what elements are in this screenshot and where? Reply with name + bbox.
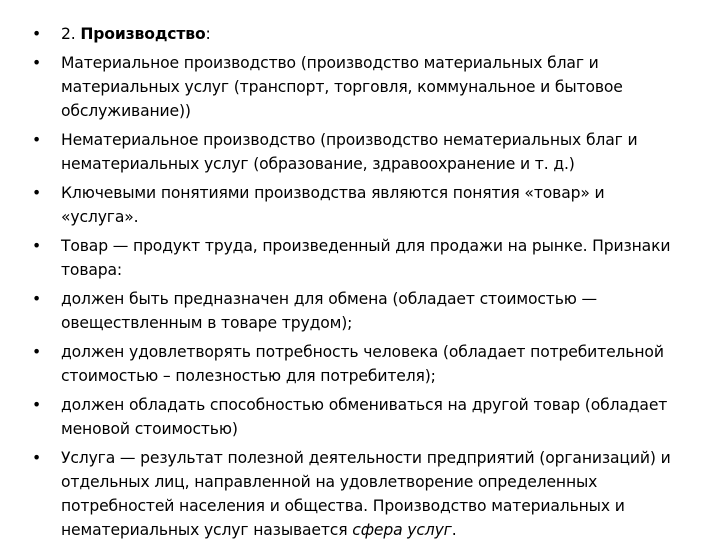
item-period: .: [451, 521, 457, 539]
list-item-exchange-value: [32, 287, 682, 335]
item-text: должен быть предназначен для обмена (обладает стоимостью — овеществленным в товаре трудом);: [61, 290, 597, 332]
bullet-icon: •: [32, 54, 42, 72]
item-text: Нематериальное производство (производство нематериальных благ и нематериальных услуг (образование, здравоохранение и т. д.): [61, 131, 638, 173]
bullet-icon: •: [32, 343, 42, 361]
list-item-nonmaterial-production: [32, 128, 682, 176]
list-item-production-heading: [32, 22, 682, 46]
item-number: 2.: [61, 25, 81, 43]
item-text: Услуга — результат полезной деятельности предприятий (организаций) и отдельных лиц, направленной на удовлетворение определенных потребностей населения и общества. Производство материальных и нематериальных услуг называется: [61, 449, 671, 539]
item-text: Ключевыми понятиями производства являются понятия «товар» и «услуга».: [61, 184, 605, 226]
bullet-list: [32, 22, 682, 547]
list-item-key-concepts: [32, 181, 682, 229]
item-text: Материальное производство (производство материальных благ и материальных услуг (транспорт, торговля, коммунальное и бытовое обслуживание)): [61, 54, 623, 120]
heading-term: Производство: [80, 25, 206, 43]
list-item-use-value: [32, 340, 682, 388]
bullet-icon: •: [32, 25, 42, 43]
bullet-icon: •: [32, 237, 42, 255]
list-item-material-production: [32, 51, 682, 123]
bullet-icon: •: [32, 449, 42, 467]
service-sector-term: сфера услуг: [352, 521, 452, 539]
item-text: должен обладать способностью обмениваться на другой товар (обладает меновой стоимостью): [61, 396, 668, 438]
list-item-goods-definition: [32, 234, 682, 282]
item-text: должен удовлетворять потребность человека (обладает потребительной стоимостью – полезностью для потребителя);: [61, 343, 664, 385]
bullet-icon: •: [32, 396, 42, 414]
heading-colon: :: [205, 25, 211, 43]
bullet-icon: •: [32, 184, 42, 202]
list-item-exchange-ability: [32, 393, 682, 441]
item-text: Товар — продукт труда, произведенный для продажи на рынке. Признаки товара:: [61, 237, 671, 279]
bullet-icon: •: [32, 290, 42, 308]
bullet-icon: •: [32, 131, 42, 149]
list-item-service-definition: [32, 446, 682, 542]
